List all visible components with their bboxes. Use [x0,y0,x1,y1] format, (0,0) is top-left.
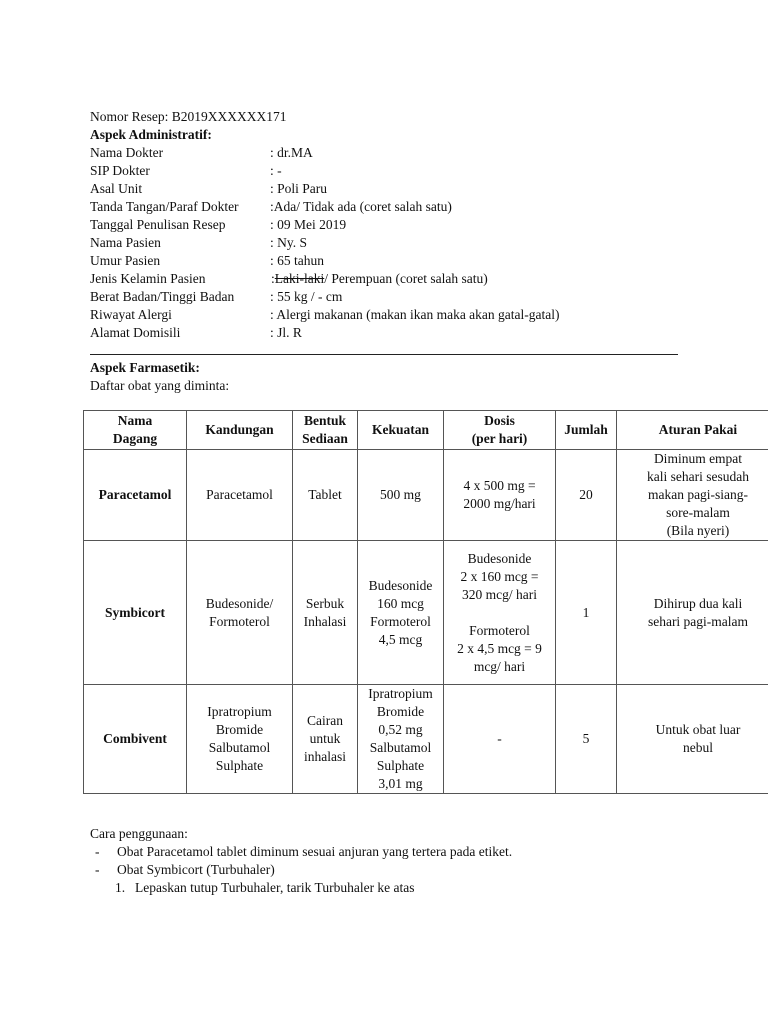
header-content: Kandungan [187,411,293,450]
section-divider [90,354,678,355]
cell-content: Budesonide/ Formoterol [187,541,293,685]
field-label: Nama Dokter [90,145,164,160]
table-row [84,541,768,685]
header-trade-name: Nama Dagang [84,411,187,450]
cell-trade-name: Symbicort [84,541,187,685]
cell-form: Cairan untuk inhalasi [293,685,358,794]
field-value: : Ny. S [270,235,308,250]
field-label: Asal Unit [90,181,143,196]
cell-form: Serbuk Inhalasi [293,541,358,685]
cell-quantity: 20 [556,450,617,541]
header-dose: Dosis (per hari) [444,411,556,450]
field-value: : Alergi makanan (makan ikan maka akan gatal-gatal) [270,307,560,322]
header-quantity: Jumlah [556,411,617,450]
field-label: Tanda Tangan/Paraf Dokter [90,199,239,214]
field-label: Riwayat Alergi [90,307,172,322]
cell-quantity: 5 [556,685,617,794]
cell-usage-rule: Untuk obat luar nebul [617,685,768,794]
table-header-row [84,411,768,450]
cell-usage-rule: Diminum empat kali sehari sesudah makan pagi-siang- sore-malam (Bila nyeri) [617,450,768,541]
pharma-subtitle: Daftar obat yang diminta: [90,378,230,393]
value-prefix: : [271,271,275,286]
step-number: 1. [115,880,126,895]
pharma-section-title: Aspek Farmasetik: [90,360,200,375]
usage-title: Cara penggunaan: [90,826,188,841]
cell-trade-name: Combivent [84,685,187,794]
cell-strength: 500 mg [358,450,444,541]
field-label: Tanggal Penulisan Resep [90,217,226,232]
field-label: SIP Dokter [90,163,150,178]
field-label: Umur Pasien [90,253,161,268]
cell-dose: 4 x 500 mg = 2000 mg/hari [444,450,556,541]
value-rest: / Perempuan (coret salah satu) [324,271,488,286]
cell-form: Tablet [293,450,358,541]
cell-dose: - [444,685,556,794]
bullet-text: Obat Symbicort (Turbuhaler) [117,862,275,877]
cell-content: Paracetamol [187,450,293,541]
table-row [84,450,768,541]
cell-content: Ipratropium Bromide Salbutamol Sulphate [187,685,293,794]
cell-usage-rule: Dihirup dua kali sehari pagi-malam [617,541,768,685]
field-value: : 55 kg / - cm [270,289,343,304]
field-value: :Ada/ Tidak ada (coret salah satu) [270,199,452,214]
drug-table [83,410,768,794]
field-value: : Jl. R [270,325,302,340]
field-value: : 09 Mei 2019 [270,217,347,232]
cell-quantity: 1 [556,541,617,685]
bullet-text: Obat Paracetamol tablet diminum sesuai anjuran yang tertera pada etiket. [117,844,513,859]
field-value: : - [270,163,282,178]
header-form: Bentuk Sediaan [293,411,358,450]
bullet-dash: - [95,844,100,859]
cell-dose: Budesonide 2 x 160 mcg = 320 mcg/ hari Formoterol 2 x 4,5 mcg = 9 mcg/ hari [444,541,556,685]
field-label: Jenis Kelamin Pasien [90,271,206,286]
field-label: Nama Pasien [90,235,161,250]
header-usage-rule: Aturan Pakai [617,411,768,450]
field-label: Alamat Domisili [90,325,181,340]
step-text: Lepaskan tutup Turbuhaler, tarik Turbuhaler ke atas [135,880,415,895]
field-value: : dr.MA [270,145,313,160]
cell-strength: Ipratropium Bromide 0,52 mg Salbutamol Sulphate 3,01 mg [358,685,444,794]
table-row [84,685,768,794]
field-value [271,270,488,288]
field-label: Berat Badan/Tinggi Badan [90,289,235,304]
cell-trade-name: Paracetamol [84,450,187,541]
header-strength: Kekuatan [358,411,444,450]
bullet-dash: - [95,862,100,877]
prescription-number: Nomor Resep: B2019XXXXXX171 [90,109,287,124]
admin-section-title: Aspek Administratif: [90,127,212,142]
struck-option: Laki-laki [274,271,325,286]
field-value: : 65 tahun [270,253,324,268]
cell-strength: Budesonide 160 mcg Formoterol 4,5 mcg [358,541,444,685]
field-value: : Poli Paru [270,181,328,196]
